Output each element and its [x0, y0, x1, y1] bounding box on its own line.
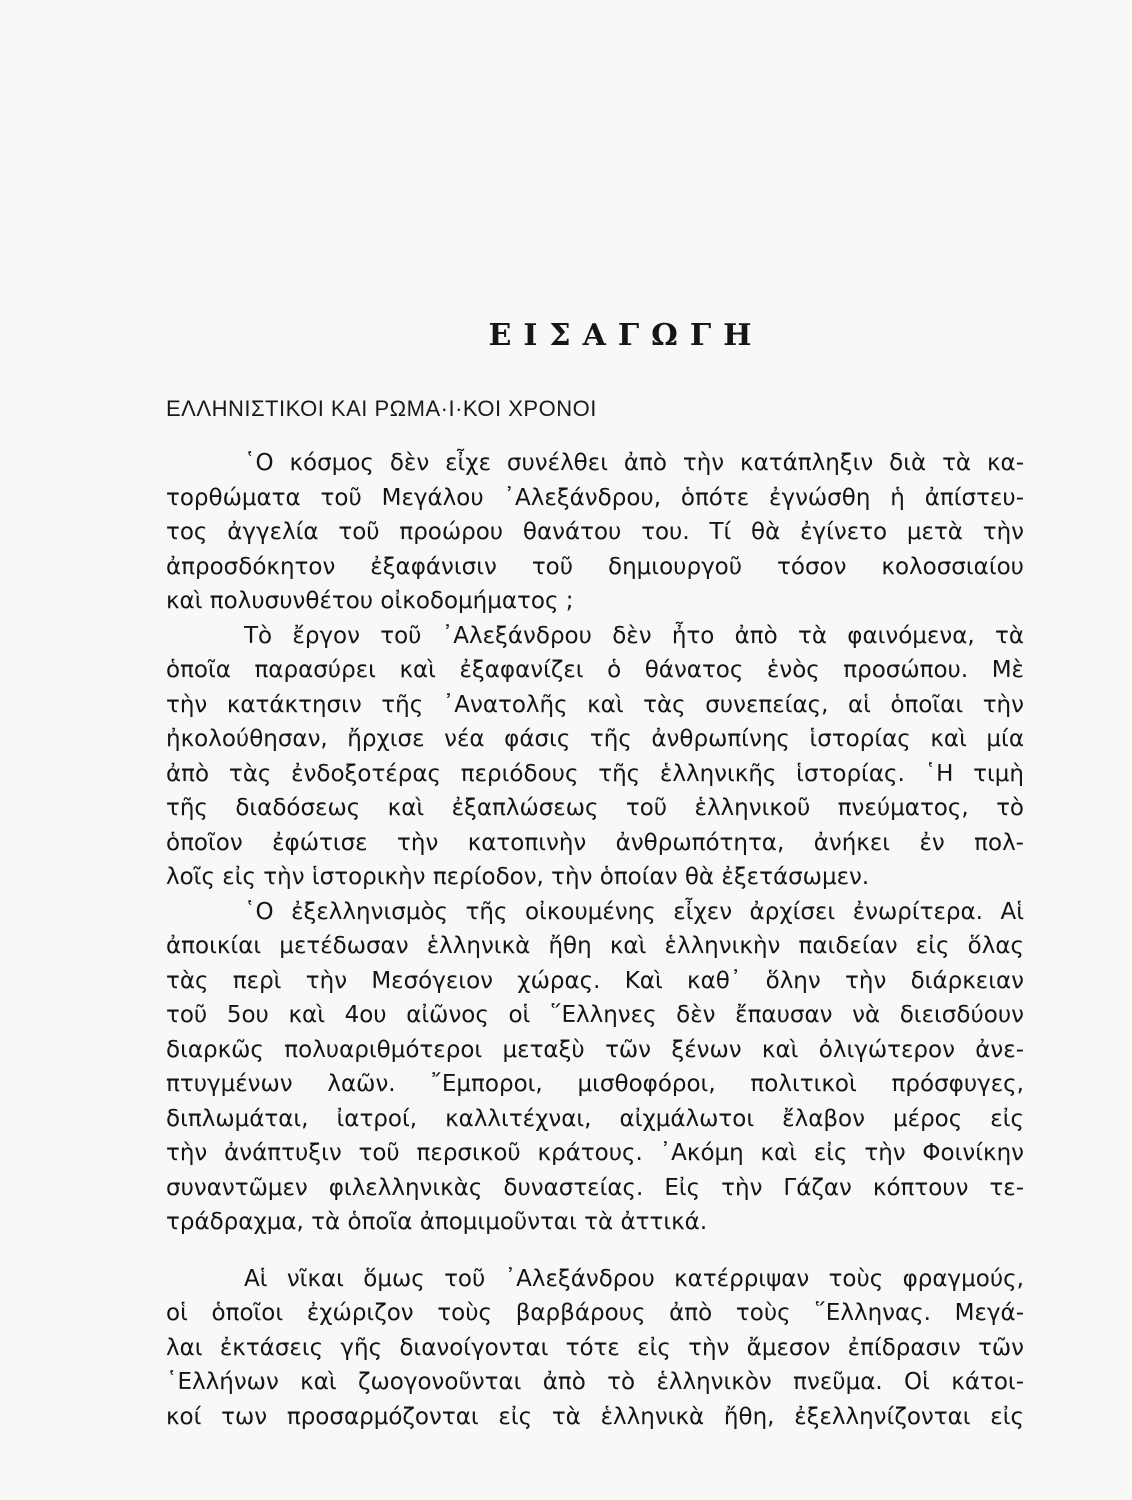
text-line: καὶ πολυσυνθέτου οἰκοδομήματος ; — [166, 588, 574, 614]
text-line: λαι ἐκτάσεις γῆς διανοίγονται τότε εἰς τὴν ἄμεσον ἐπίδρασιν τῶν — [166, 1334, 1024, 1361]
paragraph — [166, 1262, 1024, 1435]
text-line: κοί των προσαρμόζονται εἰς τὰ ἑλληνικὰ ἤθη, ἐξελληνίζονται εἰς — [166, 1403, 1024, 1430]
text-line: τορθώματα τοῦ Μεγάλου ᾿Αλεξάνδρου, ὁπότε ἐγνώσθη ἡ ἀπίστευ- — [166, 484, 1024, 511]
text-line: ῾Ο ἐξελληνισμὸς τῆς οἰκουμένης εἶχεν ἀρχίσει ἐνωρίτερα. Αἱ — [244, 898, 1024, 925]
text-line: ἠκολούθησαν, ἤρχισε νέα φάσις τῆς ἀνθρωπίνης ἱστορίας καὶ μία — [166, 726, 1024, 752]
text-line: οἱ ὁποῖοι ἐχώριζον τοὺς βαρβάρους ἀπὸ τοὺς ῞Ελληνας. Μεγά- — [166, 1300, 1024, 1326]
text-line: τὴν κατάκτησιν τῆς ᾿Ανατολῆς καὶ τὰς συνεπείας, αἱ ὁποῖαι τὴν — [166, 691, 1024, 718]
text-line: ἀποικίαι μετέδωσαν ἑλληνικὰ ἤθη καὶ ἑλληνικὴν παιδείαν εἰς ὅλας — [166, 933, 1024, 959]
text-line: τράδραχμα, τὰ ὁποῖα ἀπομιμοῦνται τὰ ἀττικά. — [166, 1209, 708, 1235]
text-line: τος ἀγγελία τοῦ προώρου θανάτου του. Τί θὰ ἐγίνετο μετὰ τὴν — [166, 519, 1024, 545]
text-line: πτυγμένων λαῶν. ῎Εμποροι, μισθοφόροι, πολιτικοὶ πρόσφυγες, — [166, 1071, 1024, 1097]
paragraph — [166, 619, 1024, 895]
paragraph — [166, 895, 1024, 1240]
text-line: τοῦ 5ου καὶ 4ου αἰῶνος οἱ ῞Ελληνες δὲν ἔπαυσαν νὰ διεισδύουν — [166, 1002, 1024, 1028]
text-line: ἀπροσδόκητον ἐξαφάνισιν τοῦ δημιουργοῦ τόσον κολοσσιαίου — [166, 553, 1024, 580]
body-text — [166, 446, 1024, 1434]
text-line: λοῖς εἰς τὴν ἱστορικὴν περίοδον, τὴν ὁποίαν θὰ ἐξετάσωμεν. — [166, 864, 870, 890]
text-line: τῆς διαδόσεως καὶ ἐξαπλώσεως τοῦ ἑλληνικοῦ πνεύματος, τὸ — [166, 795, 1024, 821]
text-line: διαρκῶς πολυαριθμότεροι μεταξὺ τῶν ξένων καὶ ὀλιγώτερον ἀνε- — [166, 1036, 1024, 1063]
text-line: διπλωμάται, ἰατροί, καλλιτέχναι, αἰχμάλωτοι ἔλαβον μέρος εἰς — [166, 1105, 1024, 1132]
text-line: Αἱ νῖκαι ὅμως τοῦ ᾿Αλεξάνδρου κατέρριψαν τοὺς φραγμούς, — [244, 1265, 1024, 1292]
paragraph-gap — [166, 1240, 1024, 1262]
text-line: ῾Ελλήνων καὶ ζωογονοῦνται ἀπὸ τὸ ἑλληνικὸν πνεῦμα. Οἱ κάτοι- — [166, 1369, 1024, 1395]
text-line: συναντῶμεν φιλελληνικὰς δυναστείας. Εἰς τὴν Γάζαν κόπτουν τε- — [166, 1174, 1024, 1201]
text-line: τὰς περὶ τὴν Μεσόγειον χώρας. Καὶ καθ᾿ ὅλην τὴν διάρκειαν — [166, 967, 1024, 994]
text-line: ὁποῖα παρασύρει καὶ ἐξαφανίζει ὁ θάνατος ἑνὸς προσώπου. Μὲ — [166, 657, 1024, 683]
chapter-title: ΕΙΣΑΓΩΓΗ — [488, 318, 764, 353]
text-line: τὴν ἀνάπτυξιν τοῦ περσικοῦ κράτους. ᾿Ακόμη καὶ εἰς τὴν Φοινίκην — [166, 1140, 1024, 1166]
text-line: Τὸ ἔργον τοῦ ᾿Αλεξάνδρου δὲν ἦτο ἀπὸ τὰ φαινόμενα, τὰ — [244, 622, 1024, 649]
chapter-subtitle: ΕΛΛΗΝΙΣΤΙΚΟΙ ΚΑΙ ΡΩΜΑ·Ι·ΚΟΙ ΧΡΟΝΟΙ — [166, 396, 597, 421]
text-line: ἀπὸ τὰς ἐνδοξοτέρας περιόδους τῆς ἑλληνικῆς ἱστορίας. ῾Η τιμὴ — [166, 760, 1024, 787]
text-line: ὁποῖον ἐφώτισε τὴν κατοπινὴν ἀνθρωπότητα, ἀνήκει ἐν πολ- — [166, 829, 1024, 856]
paragraph — [166, 446, 1024, 619]
text-line: ῾Ο κόσμος δὲν εἶχε συνέλθει ἀπὸ τὴν κατάπληξιν διὰ τὰ κα- — [244, 450, 1024, 476]
